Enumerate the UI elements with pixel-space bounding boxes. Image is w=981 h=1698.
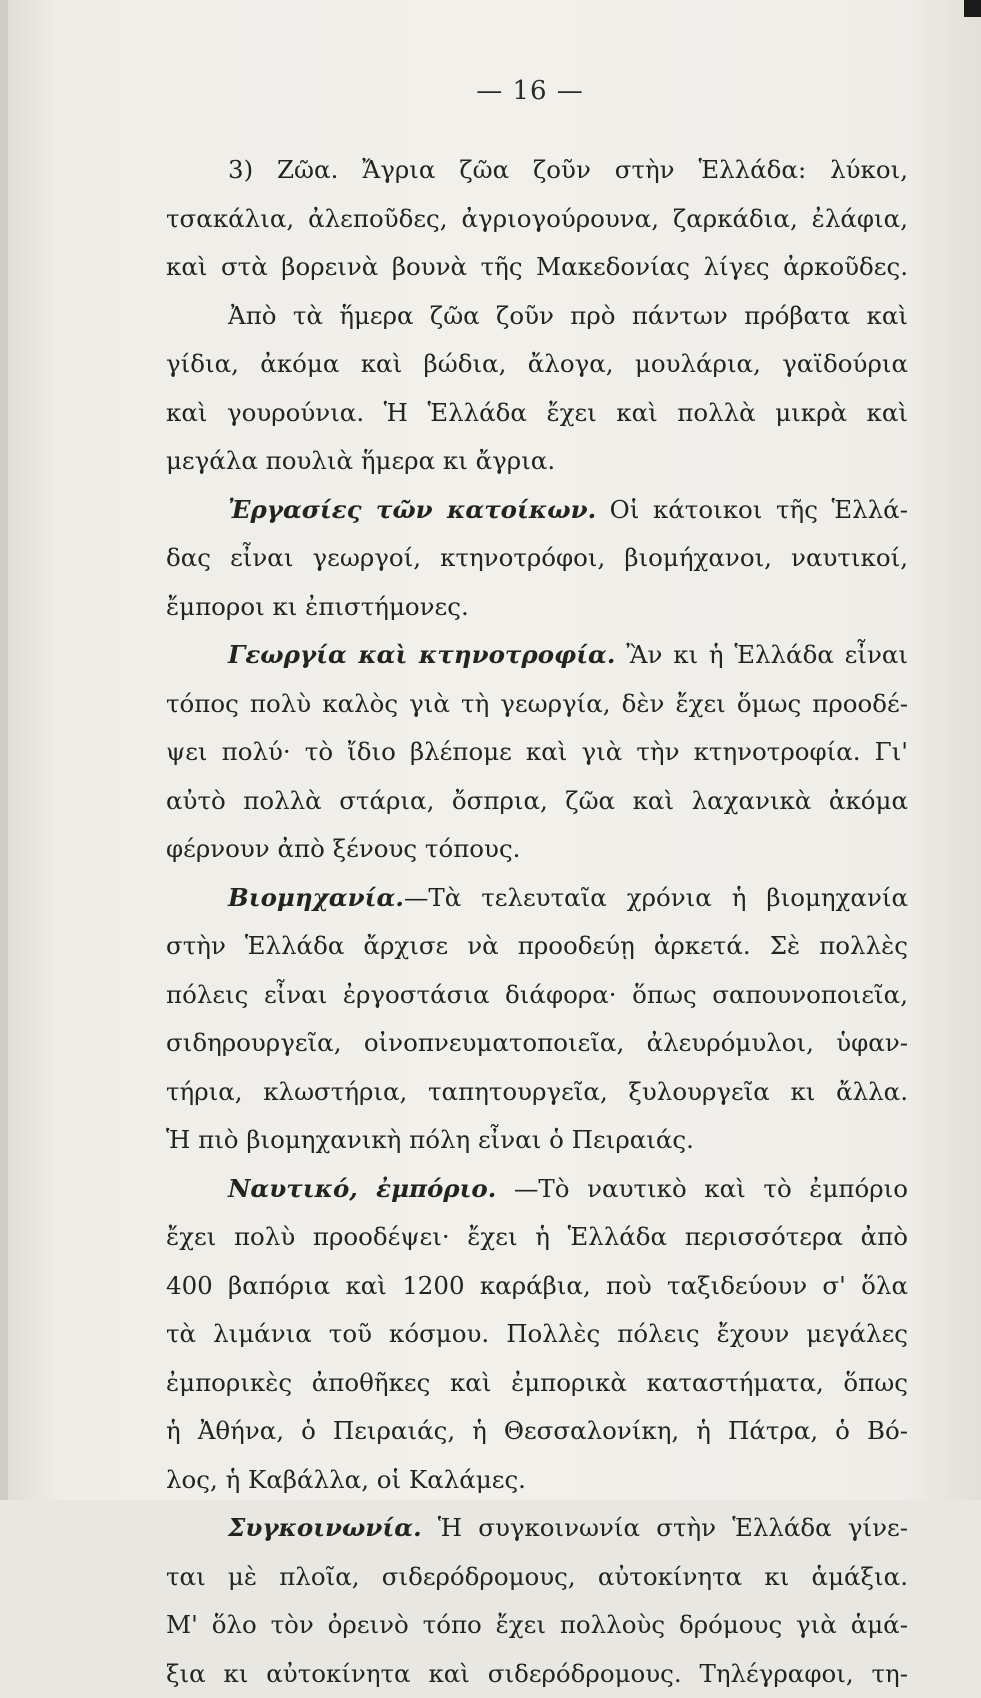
line-text: δας εἶναι γεωργοί, κτηνοτρόφοι, βιομήχανοι, ναυτικοί, (166, 543, 908, 572)
section-heading: Βιομηχανία. (228, 883, 404, 912)
text-line (166, 583, 908, 632)
text-line (166, 486, 908, 535)
text-line (166, 1310, 908, 1359)
text-line (166, 1262, 908, 1311)
line-text: ἔμποροι κι ἐπιστήμονες. (166, 592, 469, 621)
line-text: —Τὰ τελευταῖα χρόνια ἡ βιομηχανία (404, 883, 908, 912)
text-line (166, 1456, 908, 1505)
line-text: στὴν Ἑλλάδα ἄρχισε νὰ προοδεύῃ ἀρκετά. Σὲ πολλὲς (166, 931, 908, 960)
section-heading: Συγκοινωνία. (228, 1513, 422, 1542)
section-heading: Ἐργασίες τῶν κατοίκων. (228, 495, 596, 524)
section-heading: Γεωργία καὶ κτηνοτροφία. (228, 640, 615, 669)
line-text: καὶ γουρούνια. Ἡ Ἑλλάδα ἔχει καὶ πολλὰ μικρὰ καὶ (166, 398, 908, 427)
text-line (166, 340, 908, 389)
line-text: —Τὸ ναυτικὸ καὶ τὸ ἐμπόριο (496, 1174, 908, 1203)
line-text: φέρνουν ἀπὸ ξένους τόπους. (166, 834, 520, 863)
text-line (166, 195, 908, 244)
line-text: Οἱ κάτοικοι τῆς Ἑλλά- (596, 495, 908, 524)
line-text: τόπος πολὺ καλὸς γιὰ τὴ γεωργία, δὲν ἔχει ὅμως προοδέ- (166, 689, 908, 718)
line-text: τὰ λιμάνια τοῦ κόσμου. Πολλὲς πόλεις ἔχουν μεγάλες (166, 1319, 908, 1348)
line-text: ψει πολύ· τὸ ἴδιο βλέπομε καὶ γιὰ τὴν κτηνοτροφία. Γι' (166, 737, 908, 766)
text-line (166, 631, 908, 680)
text-line (166, 437, 908, 486)
line-text: Ἡ πιὸ βιομηχανικὴ πόλη εἶναι ὁ Πειραιάς. (166, 1125, 694, 1154)
text-line (166, 1116, 908, 1165)
text-line (166, 1165, 908, 1214)
line-text: πόλεις εἶναι ἐργοστάσια διάφορα· ὅπως σαπουνοποιεῖα, (166, 980, 908, 1009)
line-text: τσακάλια, ἀλεποῦδες, ἀγριογούρουνα, ζαρκάδια, ἐλάφια, (166, 204, 908, 233)
line-text: Μ' ὅλο τὸν ὀρεινὸ τόπο ἔχει πολλοὺς δρόμους γιὰ ἁμά- (166, 1610, 908, 1639)
text-line (166, 777, 908, 826)
body-text (166, 146, 908, 1698)
line-text: τήρια, κλωστήρια, ταπητουργεῖα, ξυλουργεῖα κι ἄλλα. (166, 1077, 908, 1106)
scan-corner-mark (964, 0, 981, 17)
line-text: ἐμπορικὲς ἀποθῆκες καὶ ἐμπορικὰ καταστήματα, ὅπως (166, 1368, 908, 1397)
text-line (166, 1019, 908, 1068)
text-line (166, 825, 908, 874)
section-heading: Ναυτικό, ἐμπόριο. (228, 1174, 496, 1203)
text-line (166, 874, 908, 923)
text-line (166, 1553, 908, 1602)
text-line (166, 1407, 908, 1456)
text-line (166, 1504, 908, 1553)
page-number: — 16 — (0, 76, 981, 106)
line-text: ξια κι αὐτοκίνητα καὶ σιδερόδρομους. Τηλέγραφοι, τη- (166, 1659, 908, 1688)
page-edge-shadow (0, 0, 8, 1500)
text-line (166, 146, 908, 195)
line-text: 400 βαπόρια καὶ 1200 καράβια, ποὺ ταξιδεύουν σ' ὅλα (166, 1271, 908, 1300)
text-line (166, 243, 908, 292)
line-text: 3) Ζῶα. Ἄγρια ζῶα ζοῦν στὴν Ἑλλάδα: λύκοι, (228, 155, 908, 184)
line-text: μεγάλα πουλιὰ ἥμερα κι ἄγρια. (166, 446, 555, 475)
line-text: Ἡ συγκοινωνία στὴν Ἑλλάδα γίνε- (422, 1513, 908, 1542)
text-line (166, 922, 908, 971)
line-text: σιδηρουργεῖα, οἰνοπνευματοποιεῖα, ἀλευρόμυλοι, ὑφαν- (166, 1028, 908, 1057)
text-line (166, 1068, 908, 1117)
text-line (166, 971, 908, 1020)
text-line (166, 680, 908, 729)
line-text: ται μὲ πλοῖα, σιδερόδρομους, αὐτοκίνητα κι ἁμάξια. (166, 1562, 908, 1591)
text-line (166, 1650, 908, 1698)
line-text: Ἂν κι ἡ Ἑλλάδα εἶναι (615, 640, 908, 669)
text-line (166, 389, 908, 438)
line-text: αὐτὸ πολλὰ στάρια, ὄσπρια, ζῶα καὶ λαχανικὰ ἀκόμα (166, 786, 908, 815)
text-line (166, 1359, 908, 1408)
text-line (166, 1213, 908, 1262)
text-line (166, 292, 908, 341)
line-text: καὶ στὰ βορεινὰ βουνὰ τῆς Μακεδονίας λίγες ἀρκοῦδες. (166, 252, 908, 281)
line-text: ἔχει πολὺ προοδέψει· ἔχει ἡ Ἑλλάδα περισσότερα ἀπὸ (166, 1222, 908, 1251)
line-text: Ἀπὸ τὰ ἥμερα ζῶα ζοῦν πρὸ πάντων πρόβατα καὶ (228, 301, 908, 330)
text-line (166, 534, 908, 583)
text-line (166, 1601, 908, 1650)
line-text: λος, ἡ Καβάλλα, οἱ Καλάμες. (166, 1465, 526, 1494)
text-line (166, 728, 908, 777)
line-text: γίδια, ἀκόμα καὶ βώδια, ἄλογα, μουλάρια, γαϊδούρια (166, 349, 908, 378)
line-text: ἡ Ἀθήνα, ὁ Πειραιάς, ἡ Θεσσαλονίκη, ἡ Πάτρα, ὁ Βό- (166, 1416, 908, 1445)
